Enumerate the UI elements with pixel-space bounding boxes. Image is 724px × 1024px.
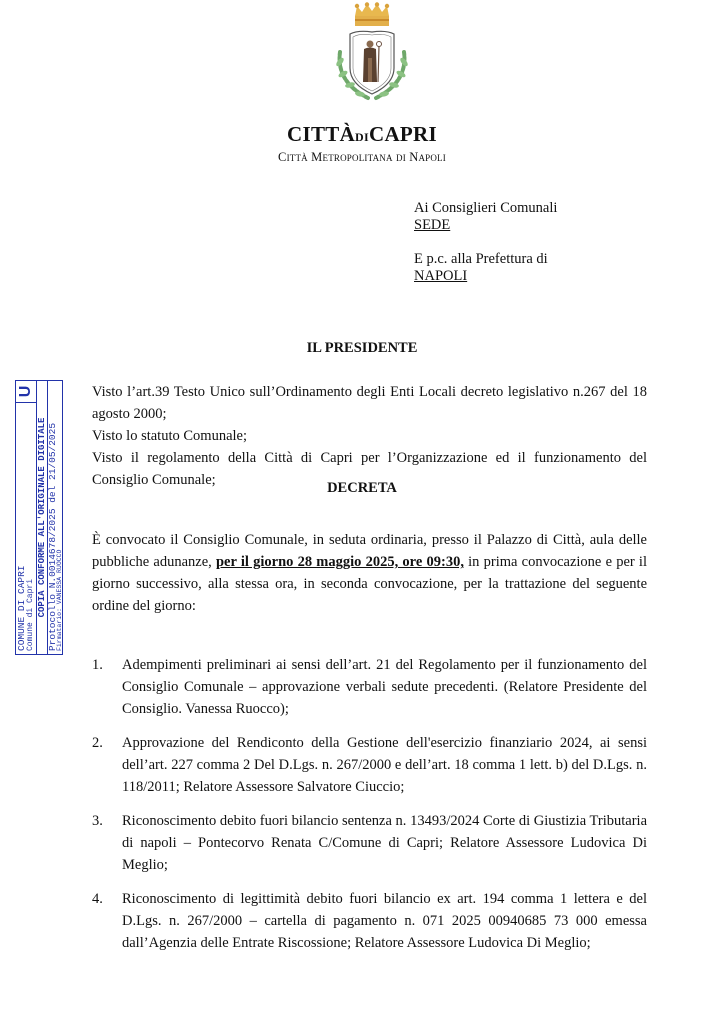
city-title <box>0 122 724 147</box>
decreta-heading: DECRETA <box>327 480 397 496</box>
stamp-entity: COMUNE DI CAPRI <box>16 565 27 651</box>
convocation-paragraph <box>92 529 647 617</box>
agenda-item-number: 1. <box>92 657 103 673</box>
agenda-item-text: Riconoscimento di legittimità debito fuori bilancio ex art. 194 comma 1 lettera e del D.Lgs. n. 267/2000 – cartella di pagamento n. 071 2025 00940685 73 000 emessa dall’Agenzia delle Entrate Riscossione; Relatore Assessore Ludovica Di Meglio; <box>122 891 647 951</box>
coat-of-arms-icon <box>328 2 416 112</box>
agenda-list <box>92 654 647 966</box>
visto-paragraph: Visto il regolamento della Città di Capri per l’Organizzazione ed il funzionamento del Consiglio Comunale; <box>92 450 647 488</box>
agenda-item-number: 2. <box>92 735 103 751</box>
agenda-item <box>92 654 647 720</box>
convocation-text-before: È convocato il Consiglio Comunale, in seduta ordinaria, presso il Palazzo di Città, aula delle pubbliche adunanze, <box>92 532 647 570</box>
agenda-item-text: Riconoscimento debito fuori bilancio sentenza n. 13493/2024 Corte di Giustizia Tributaria di napoli – Pontecorvo Renata C/Comune di Capri; Relatore Assessore Ludovica Di Meglio; <box>122 813 647 873</box>
agenda-item-text: Adempimenti preliminari ai sensi dell’art. 21 del Regolamento per il funzionamento del Consiglio Comunale – approvazione verbali sedute precedenti. (Relatore Presidente del Consiglio. Vanessa Ruocco); <box>122 657 647 717</box>
stamp-protocol-row <box>48 381 62 654</box>
city-subtitle: Città Metropolitana di Napoli <box>278 150 446 164</box>
stamp-entity-sub: Comune di Capri <box>26 578 35 651</box>
recipients-block <box>414 200 557 285</box>
stamp-entity-row <box>16 381 37 654</box>
recipient-line-4: NAPOLI <box>414 268 468 284</box>
visto-paragraph: Visto l’art.39 Testo Unico sull’Ordinamento degli Enti Locali decreto legislativo n.267 del 18 agosto 2000; <box>92 384 647 422</box>
recipient-line-1: Ai Consiglieri Comunali <box>414 200 558 216</box>
agenda-item-number: 4. <box>92 891 103 907</box>
agenda-item <box>92 888 647 954</box>
agenda-item-text: Approvazione del Rendiconto della Gestione dell'esercizio finanziario 2024, ai sensi dell’art. 227 comma 2 Del D.Lgs. n. 267/2000 e dell’art. 18 comma 1 lett. b) del D.Lgs. n. 118/2011; Relatore Assessore Salvatore Ciuccio; <box>122 735 647 795</box>
visto-paragraph: Visto lo statuto Comunale; <box>92 428 247 444</box>
city-title-di: DI <box>355 130 369 144</box>
visto-block <box>92 381 647 491</box>
recipient-line-3: E p.c. alla Prefettura di <box>414 251 548 267</box>
stamp-protocol: Protocollo N.0014678/2025 del 21/05/2025 <box>47 422 58 651</box>
crown-icon <box>355 2 389 26</box>
city-title-part2: CAPRI <box>368 122 437 146</box>
city-title-part1: CITTÀ <box>287 122 356 146</box>
president-heading: IL PRESIDENTE <box>306 340 418 356</box>
convocation-date: per il giorno 28 maggio 2025, ore 09:30, <box>215 554 464 570</box>
agenda-item <box>92 810 647 876</box>
agenda-item <box>92 732 647 798</box>
stamp-copy-label: COPIA CONFORME ALL'ORIGINALE DIGITALE <box>37 417 47 618</box>
convocation-block <box>92 529 647 617</box>
agenda-item-number: 3. <box>92 813 103 829</box>
convocation-text-after: in prima convocazione e per il giorno successivo, alla stessa ora, in seconda convocazione, per la trattazione del seguente ordine del giorno: <box>92 554 647 614</box>
protocol-stamp-box <box>15 380 63 655</box>
recipient-line-2: SEDE <box>414 217 451 233</box>
protocol-stamp <box>15 380 63 655</box>
stamp-direction-letter: U <box>16 381 37 403</box>
stamp-signer: Firmatario: VANESSA RUOCCO <box>56 549 63 651</box>
